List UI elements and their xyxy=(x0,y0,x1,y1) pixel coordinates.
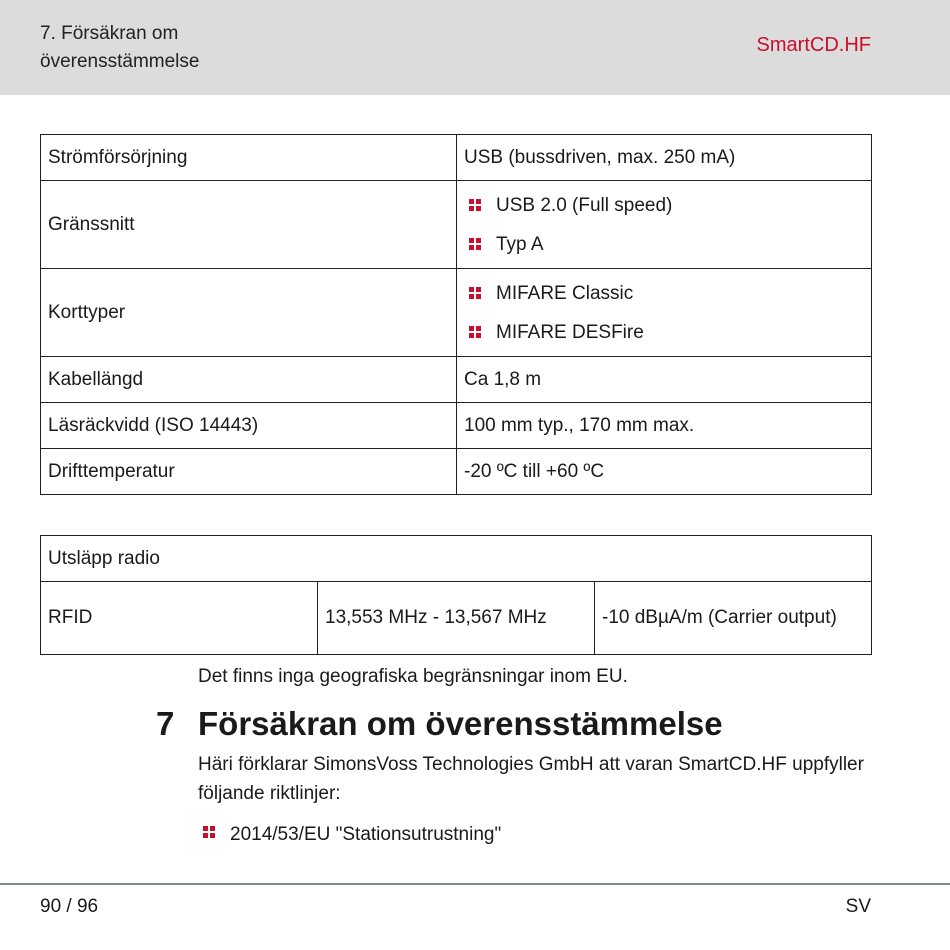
bullet-icon xyxy=(469,326,482,339)
radio-emission-table xyxy=(40,535,872,655)
radio-table-heading: Utsläpp radio xyxy=(41,536,872,582)
interface-value: Typ A xyxy=(496,233,544,255)
cable-label: Kabellängd xyxy=(41,357,457,403)
rfid-label: RFID xyxy=(41,582,318,655)
interface-list xyxy=(464,186,864,264)
page-number: 90 / 96 xyxy=(40,896,99,917)
cardtypes-label: Korttyper xyxy=(41,269,457,357)
list-item xyxy=(464,186,864,225)
range-label: Läsräckvidd (ISO 14443) xyxy=(41,403,457,449)
specifications-table xyxy=(40,134,872,495)
temperature-value: -20 ºC till +60 ºC xyxy=(457,449,872,495)
cardtype-value: MIFARE Classic xyxy=(496,282,634,304)
power-value: USB (bussdriven, max. 250 mA) xyxy=(457,135,872,181)
range-value: 100 mm typ., 170 mm max. xyxy=(457,403,872,449)
table-row xyxy=(41,269,872,357)
table-row xyxy=(41,181,872,269)
list-item xyxy=(464,274,864,313)
interface-value: USB 2.0 (Full speed) xyxy=(496,194,673,216)
interface-value-cell xyxy=(457,181,872,269)
section-number: 7 xyxy=(156,705,175,742)
bullet-icon xyxy=(203,826,216,839)
cardtypes-list xyxy=(464,274,864,352)
header-product-name: SmartCD.HF xyxy=(756,34,871,56)
bullet-icon xyxy=(469,199,482,212)
table-row xyxy=(41,536,872,582)
section-heading xyxy=(156,703,723,745)
bullet-icon xyxy=(469,238,482,251)
cardtype-value: MIFARE DESFire xyxy=(496,321,644,343)
interface-label: Gränssnitt xyxy=(41,181,457,269)
rfid-frequency: 13,553 MHz - 13,567 MHz xyxy=(318,582,595,655)
cardtypes-value-cell xyxy=(457,269,872,357)
list-item xyxy=(464,313,864,352)
list-item xyxy=(198,815,501,854)
list-item xyxy=(464,225,864,264)
rfid-emission: -10 dBµA/m (Carrier output) xyxy=(595,582,872,655)
geographic-note: Det finns inga geografiska begränsningar inom EU. xyxy=(198,666,628,687)
table-row xyxy=(41,135,872,181)
section-title: Försäkran om överensstämmelse xyxy=(198,705,723,742)
language-code: SV xyxy=(845,896,871,917)
directive-item: 2014/53/EU "Stationsutrustning" xyxy=(230,824,502,845)
table-row xyxy=(41,449,872,495)
table-row xyxy=(41,582,872,655)
directive-list xyxy=(198,815,501,854)
bullet-icon xyxy=(469,287,482,300)
temperature-label: Drifttemperatur xyxy=(41,449,457,495)
section-body-text: Häri förklarar SimonsVoss Technologies GmbH att varan SmartCD.HF uppfyller följande riktlinjer: xyxy=(198,754,864,804)
table-row xyxy=(41,403,872,449)
header-chapter-title: 7. Försäkran om överensstämmelse xyxy=(40,23,200,72)
cable-value: Ca 1,8 m xyxy=(457,357,872,403)
page-header xyxy=(0,0,950,95)
table-row xyxy=(41,357,872,403)
footer-divider xyxy=(0,883,950,885)
power-label: Strömförsörjning xyxy=(41,135,457,181)
